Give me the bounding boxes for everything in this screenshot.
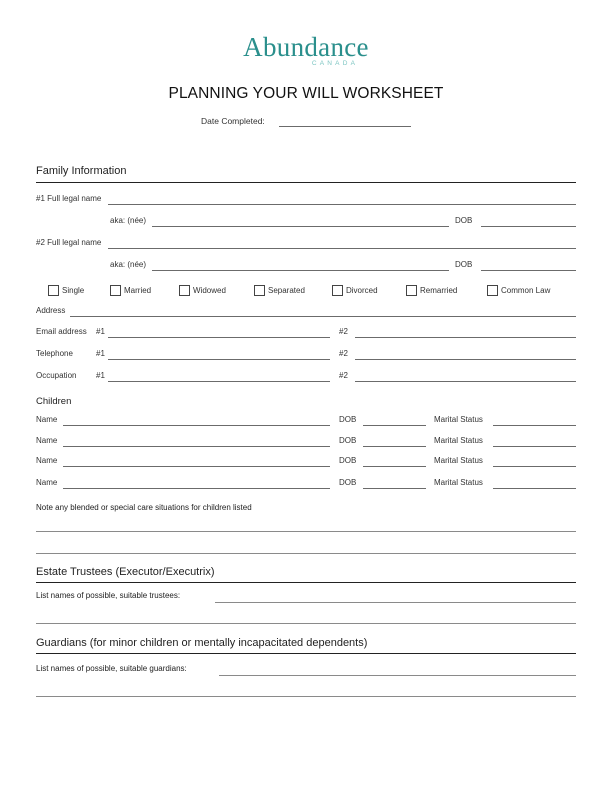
address-field[interactable] bbox=[70, 316, 576, 317]
remarried-label: Remarried bbox=[420, 286, 458, 295]
child-2-name-label: Name bbox=[36, 436, 58, 445]
email-label: Email address bbox=[36, 327, 87, 336]
date-completed-field[interactable] bbox=[279, 126, 411, 127]
dob-1-label: DOB bbox=[455, 216, 473, 225]
telephone-1-field[interactable] bbox=[108, 359, 330, 360]
family-information-heading: Family Information bbox=[36, 165, 127, 177]
divorced-label: Divorced bbox=[346, 286, 378, 295]
child-4-dob-label: DOB bbox=[339, 478, 357, 487]
email-1-field[interactable] bbox=[108, 337, 330, 338]
children-note-line-2[interactable] bbox=[36, 553, 576, 554]
common-law-label: Common Law bbox=[501, 286, 551, 295]
married-label: Married bbox=[124, 286, 152, 295]
telephone-2-number: #2 bbox=[339, 349, 348, 358]
telephone-2-field[interactable] bbox=[355, 359, 576, 360]
logo-wordmark: Abundance bbox=[243, 32, 369, 62]
email-2-field[interactable] bbox=[355, 337, 576, 338]
child-1-dob-label: DOB bbox=[339, 415, 357, 424]
abundance-logo bbox=[0, 32, 612, 67]
dob-2-field[interactable] bbox=[481, 270, 576, 271]
child-2-dob-label: DOB bbox=[339, 436, 357, 445]
guardians-prompt: List names of possible, suitable guardians: bbox=[36, 664, 187, 673]
child-2-dob-field[interactable] bbox=[363, 446, 426, 447]
widowed-label: Widowed bbox=[193, 286, 226, 295]
full-name-1-field[interactable] bbox=[108, 204, 576, 205]
full-name-2-label: #2 Full legal name bbox=[36, 238, 102, 247]
full-name-1-label: #1 Full legal name bbox=[36, 194, 102, 203]
logo-subtitle: CANADA bbox=[311, 60, 359, 67]
page-title: PLANNING YOUR WILL WORKSHEET bbox=[168, 85, 444, 102]
single-label: Single bbox=[62, 286, 85, 295]
single-checkbox[interactable] bbox=[48, 285, 59, 296]
separated-label: Separated bbox=[268, 286, 305, 295]
occupation-1-field[interactable] bbox=[108, 381, 330, 382]
children-note-label: Note any blended or special care situations for children listed bbox=[36, 503, 252, 512]
common-law-checkbox[interactable] bbox=[487, 285, 498, 296]
occupation-2-field[interactable] bbox=[355, 381, 576, 382]
child-2-name-field[interactable] bbox=[63, 446, 330, 447]
trustees-prompt: List names of possible, suitable trustees: bbox=[36, 591, 181, 600]
child-1-name-label: Name bbox=[36, 415, 58, 424]
aka-2-field[interactable] bbox=[152, 270, 449, 271]
child-3-dob-label: DOB bbox=[339, 456, 357, 465]
trustees-field-1[interactable] bbox=[215, 602, 576, 603]
child-3-marital-label: Marital Status bbox=[434, 456, 483, 465]
remarried-checkbox[interactable] bbox=[406, 285, 417, 296]
child-1-marital-field[interactable] bbox=[493, 425, 576, 426]
children-heading: Children bbox=[36, 396, 72, 407]
guardians-field-1[interactable] bbox=[219, 675, 576, 676]
child-2-marital-field[interactable] bbox=[493, 446, 576, 447]
email-2-number: #2 bbox=[339, 327, 348, 336]
estate-trustees-heading: Estate Trustees (Executor/Executrix) bbox=[36, 566, 215, 578]
child-1-dob-field[interactable] bbox=[363, 425, 426, 426]
email-1-number: #1 bbox=[96, 327, 105, 336]
child-4-name-field[interactable] bbox=[63, 488, 330, 489]
aka-1-label: aka: (née) bbox=[110, 216, 147, 225]
child-2-marital-label: Marital Status bbox=[434, 436, 483, 445]
child-3-name-field[interactable] bbox=[63, 466, 330, 467]
telephone-label: Telephone bbox=[36, 349, 73, 358]
married-checkbox[interactable] bbox=[110, 285, 121, 296]
trustees-section-rule bbox=[36, 582, 576, 583]
address-label: Address bbox=[36, 306, 66, 315]
full-name-2-field[interactable] bbox=[108, 248, 576, 249]
aka-1-field[interactable] bbox=[152, 226, 449, 227]
children-note-line-1[interactable] bbox=[36, 531, 576, 532]
child-4-marital-field[interactable] bbox=[493, 488, 576, 489]
family-section-rule bbox=[36, 182, 576, 183]
child-1-name-field[interactable] bbox=[63, 425, 330, 426]
child-3-marital-field[interactable] bbox=[493, 466, 576, 467]
separated-checkbox[interactable] bbox=[254, 285, 265, 296]
child-4-marital-label: Marital Status bbox=[434, 478, 483, 487]
guardians-field-2[interactable] bbox=[36, 696, 576, 697]
occupation-label: Occupation bbox=[36, 371, 77, 380]
guardians-heading: Guardians (for minor children or mentally incapacitated dependents) bbox=[36, 637, 368, 649]
date-completed-label: Date Completed: bbox=[201, 116, 265, 126]
divorced-checkbox[interactable] bbox=[332, 285, 343, 296]
child-4-name-label: Name bbox=[36, 478, 58, 487]
dob-2-label: DOB bbox=[455, 260, 473, 269]
dob-1-field[interactable] bbox=[481, 226, 576, 227]
child-3-dob-field[interactable] bbox=[363, 466, 426, 467]
occupation-1-number: #1 bbox=[96, 371, 105, 380]
occupation-2-number: #2 bbox=[339, 371, 348, 380]
telephone-1-number: #1 bbox=[96, 349, 105, 358]
guardians-section-rule bbox=[36, 653, 576, 654]
child-1-marital-label: Marital Status bbox=[434, 415, 483, 424]
trustees-field-2[interactable] bbox=[36, 623, 576, 624]
child-3-name-label: Name bbox=[36, 456, 58, 465]
widowed-checkbox[interactable] bbox=[179, 285, 190, 296]
child-4-dob-field[interactable] bbox=[363, 488, 426, 489]
aka-2-label: aka: (née) bbox=[110, 260, 147, 269]
